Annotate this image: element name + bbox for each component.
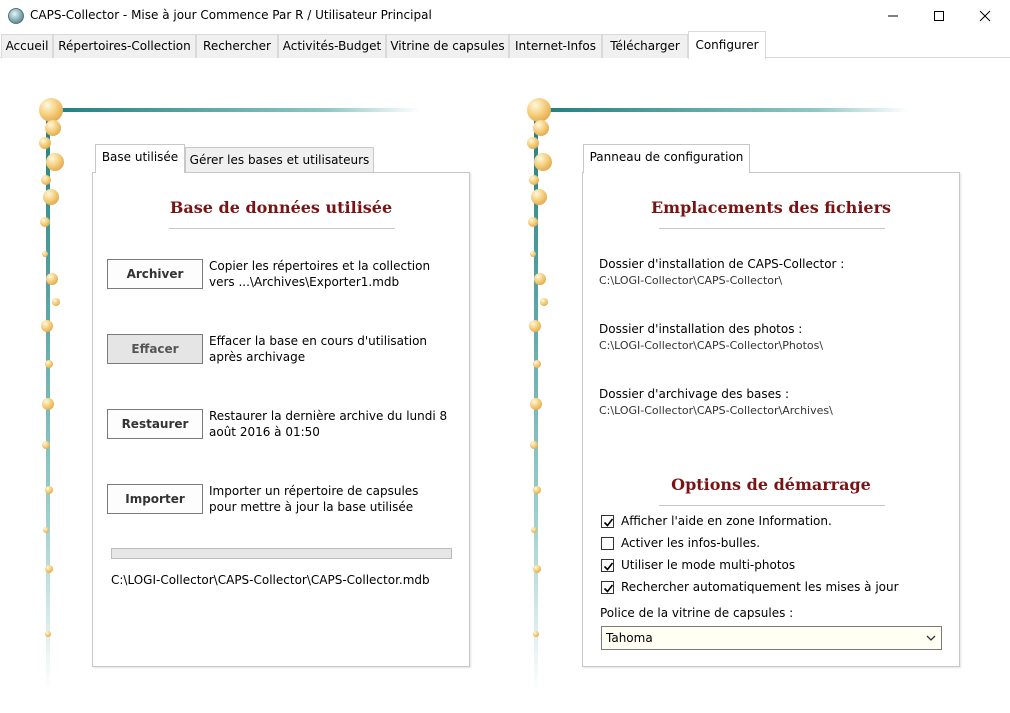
tab-accueil[interactable]: Accueil: [1, 34, 53, 58]
tab-gerer-bases-utilisateurs[interactable]: Gérer les bases et utilisateurs: [185, 147, 374, 173]
tab-repertoires-collection[interactable]: Répertoires-Collection: [53, 34, 196, 58]
title-bar: [0, 0, 1010, 32]
option-label: Afficher l'aide en zone Information.: [621, 514, 832, 528]
window-title: CAPS-Collector - Mise à jour Commence Par R / Utilisateur Principal: [30, 8, 432, 22]
photos-folder-label: Dossier d'installation des photos :: [599, 322, 803, 336]
install-folder-label: Dossier d'installation de CAPS-Collector :: [599, 257, 845, 271]
tab-panneau-configuration[interactable]: Panneau de configuration: [583, 144, 750, 173]
font-label: Police de la vitrine de capsules :: [600, 606, 794, 620]
option-multi-photos[interactable]: [601, 558, 941, 574]
checkbox-unchecked[interactable]: [601, 537, 614, 550]
close-icon: [979, 10, 991, 22]
photos-folder-path: C:\LOGI-Collector\CAPS-Collector\Photos\: [599, 339, 824, 352]
tab-activites-budget[interactable]: Activités-Budget: [278, 34, 386, 58]
option-aide-information[interactable]: [601, 514, 941, 530]
close-button[interactable]: [962, 0, 1008, 30]
archiver-description: Copier les répertoires et la collection vers ...\Archives\Exporter1.mdb: [209, 259, 431, 289]
database-path: C:\LOGI-Collector\CAPS-Collector\CAPS-Collector.mdb: [111, 573, 430, 587]
progress-bar: [111, 548, 452, 559]
check-icon: [603, 561, 614, 572]
tab-base-utilisee[interactable]: Base utilisée: [95, 144, 185, 173]
effacer-button[interactable]: Effacer: [107, 334, 203, 364]
check-icon: [603, 583, 614, 594]
minimize-button[interactable]: [870, 0, 916, 30]
option-label: Activer les infos-bulles.: [621, 536, 761, 550]
app-icon: [8, 8, 24, 24]
tab-configurer[interactable]: Configurer: [688, 31, 766, 59]
option-mises-a-jour[interactable]: [601, 580, 941, 596]
tab-rechercher[interactable]: Rechercher: [196, 34, 278, 58]
archive-folder-path: C:\LOGI-Collector\CAPS-Collector\Archives\: [599, 404, 833, 417]
tab-internet-infos[interactable]: Internet-Infos: [509, 34, 602, 58]
right-panel: [582, 172, 960, 667]
checkbox-checked[interactable]: [601, 581, 614, 594]
option-infos-bulles[interactable]: [601, 536, 941, 552]
database-title: Base de données utilisée: [169, 198, 393, 217]
restaurer-button[interactable]: Restaurer: [107, 409, 203, 439]
maximize-button[interactable]: [916, 0, 962, 30]
divider: [659, 505, 885, 506]
check-icon: [603, 517, 614, 528]
startup-title: Options de démarrage: [671, 475, 871, 494]
tab-telecharger[interactable]: Télécharger: [602, 34, 688, 58]
chevron-down-icon: [926, 635, 936, 642]
effacer-description: Effacer la base en cours d'utilisation après archivage: [209, 334, 428, 364]
font-select-value: Tahoma: [606, 631, 653, 645]
main-tabs: [0, 33, 1010, 58]
archiver-button[interactable]: Archiver: [107, 259, 203, 289]
content-area: [0, 58, 1010, 713]
option-label: Utiliser le mode multi-photos: [621, 558, 796, 572]
restaurer-description: Restaurer la dernière archive du lundi 8 août 2016 à 01:50: [209, 409, 448, 439]
maximize-icon: [933, 10, 945, 22]
font-select[interactable]: [601, 626, 942, 650]
archive-folder-label: Dossier d'archivage des bases :: [599, 387, 790, 401]
divider: [659, 228, 885, 229]
files-title: Emplacements des fichiers: [650, 198, 892, 217]
minimize-icon: [887, 10, 899, 22]
importer-button[interactable]: Importer: [107, 484, 203, 514]
importer-description: Importer un répertoire de capsules pour mettre à jour la base utilisée: [209, 484, 419, 514]
tab-vitrine-de-capsules[interactable]: Vitrine de capsules: [386, 34, 509, 58]
install-folder-path: C:\LOGI-Collector\CAPS-Collector\: [599, 274, 783, 287]
left-panel: [92, 172, 470, 667]
option-label: Rechercher automatiquement les mises à jour: [621, 580, 899, 594]
divider: [169, 228, 395, 229]
checkbox-checked[interactable]: [601, 559, 614, 572]
checkbox-checked[interactable]: [601, 515, 614, 528]
